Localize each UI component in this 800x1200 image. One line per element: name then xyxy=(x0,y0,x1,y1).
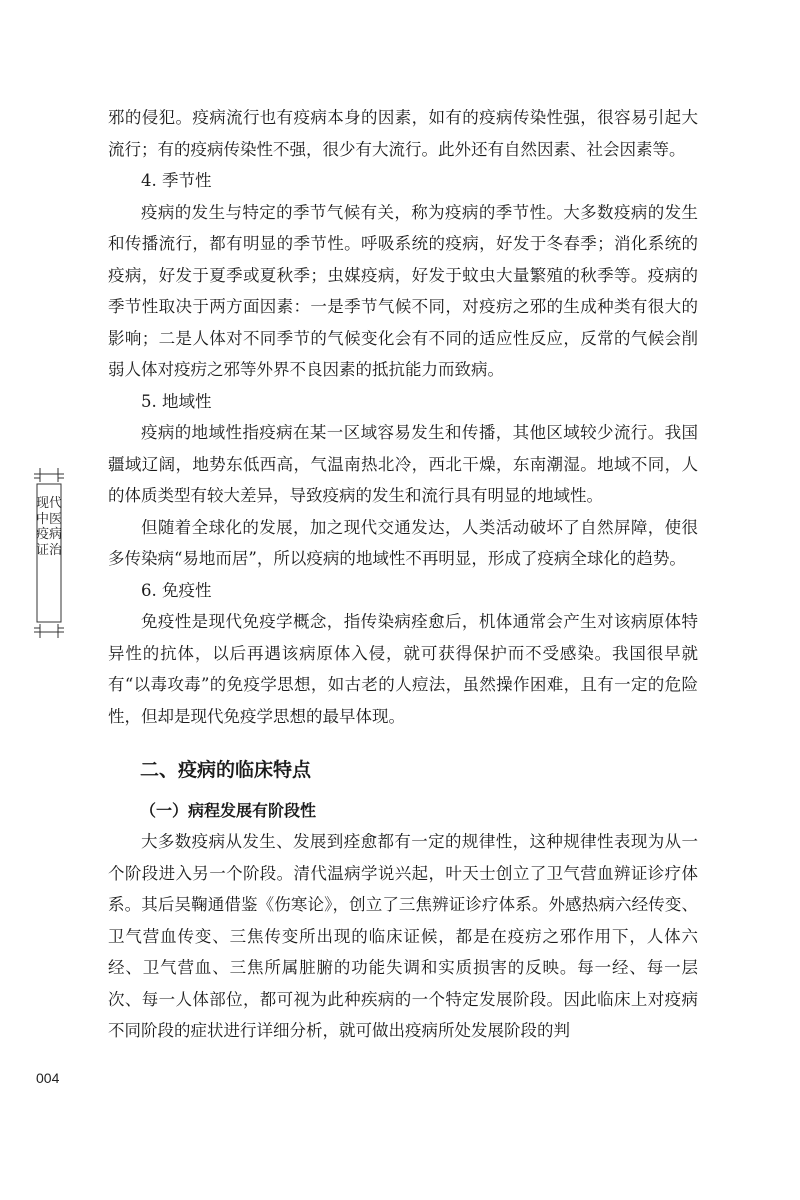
page-number: 004 xyxy=(36,1070,60,1086)
page-body xyxy=(108,102,698,1047)
paragraph-seasonality: 疫病的发生与特定的季节气候有关，称为疫病的季节性。大多数疫病的发生和传播流行，都有明显的季节性。呼吸系统的疫病，好发于冬春季；消化系统的疫病，好发于夏季或夏秋季；虫媒疫病，好发于蚊虫大量繁殖的秋季等。疫病的季节性取决于两方面因素：一是季节气候不同，对疫疠之邪的生成种类有很大的影响；二是人体对不同季节的气候变化会有不同的适应性反应，反常的气候会削弱人体对疫疠之邪等外界不良因素的抵抗能力而致病。 xyxy=(108,202,698,379)
paragraph-regionality-2: 但随着全球化的发展，加之现代交通发达，人类活动破坏了自然屏障，使很多传染病“易地而居”，所以疫病的地域性不再明显，形成了疫病全球化的趋势。 xyxy=(108,517,698,568)
section-heading: 二、疫病的临床特点 xyxy=(140,759,312,781)
subheading-immunity: 6. 免疫性 xyxy=(141,580,212,600)
book-title-sidebar xyxy=(34,468,64,638)
sidebar-book-title: 现代中医疫病证治 xyxy=(35,496,62,558)
paragraph-immunity: 免疫性是现代免疫学概念，指传染病痊愈后，机体通常会产生对该病原体特异性的抗体，以后再遇该病原体入侵，就可获得保护而不受感染。我国很早就有“以毒攻毒”的免疫学思想，如古老的人痘法，虽然操作困难，且有一定的危险性，但却是现代免疫学思想的最早体现。 xyxy=(108,612,698,726)
subsection-heading: （一）病程发展有阶段性 xyxy=(140,801,317,820)
subheading-seasonality: 4. 季节性 xyxy=(141,171,212,190)
paragraph-regionality-1: 疫病的地域性指疫病在某一区域容易发生和传播，其他区域较少流行。我国疆域辽阔，地势东低西高，气温南热北冷，西北干燥，东南潮湿。地域不同，人的体质类型有较大差异，导致疫病的发生和流行具有明显的地域性。 xyxy=(108,423,698,505)
paragraph-intro: 邪的侵犯。疫病流行也有疫病本身的因素，如有的疫病传染性强，很容易引起大流行；有的疫病传染性不强，很少有大流行。此外还有自然因素、社会因素等。 xyxy=(108,108,698,159)
paragraph-stages: 大多数疫病从发生、发展到痊愈都有一定的规律性，这种规律性表现为从一个阶段进入另一个阶段。清代温病学说兴起，叶天士创立了卫气营血辨证诊疗体系。其后吴鞠通借鉴《伤寒论》，创立了三焦辨证诊疗体系。外感热病六经传变、卫气营血传变、三焦传变所出现的临床证候，都是在疫疠之邪作用下，人体六经、卫气营血、三焦所属脏腑的功能失调和实质损害的反映。每一经、每一层次、每一人体部位，都可视为此种疾病的一个特定发展阶段。因此临床上对疫病不同阶段的症状进行详细分析，就可做出疫病所处发展阶段的判 xyxy=(108,832,698,1040)
subheading-regionality: 5. 地域性 xyxy=(141,391,212,411)
